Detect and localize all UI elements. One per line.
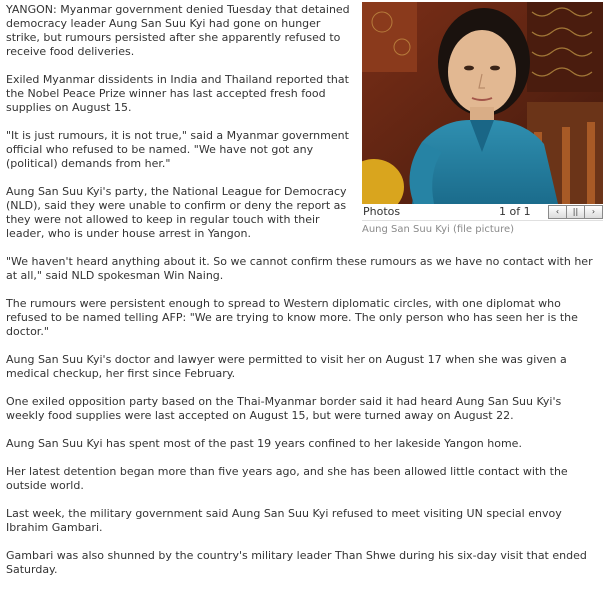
article-paragraph: "It is just rumours, it is not true," said a Myanmar government official who refused to be named. "We have not got any (political) demands from her." <box>6 129 349 170</box>
article-photo[interactable] <box>362 2 603 204</box>
next-photo-button[interactable] <box>584 205 603 219</box>
photo-caption: Aung San Suu Kyi (file picture) <box>362 224 515 235</box>
pause-slideshow-button[interactable] <box>566 205 585 219</box>
photo-widget <box>362 2 603 237</box>
article-body <box>6 3 603 591</box>
photos-label: Photos <box>363 205 401 218</box>
pause-icon: || <box>572 207 579 216</box>
article-paragraph: The rumours were persistent enough to spread to Western diplomatic circles, with one diplomat who refused to be named telling AFP: "We are trying to know more. The only person who has seen her is the doctor." <box>6 297 578 338</box>
article-paragraph: One exiled opposition party based on the Thai-Myanmar border said it had heard Aung San Suu Kyi's weekly food supplies were last accepted on August 15, but were turned away on August 22. <box>6 395 562 422</box>
chevron-left-icon: ‹ <box>555 207 560 216</box>
chevron-right-icon: › <box>591 207 596 216</box>
gallery-controls <box>549 205 603 219</box>
article-paragraph: YANGON: Myanmar government denied Tuesday that detained democracy leader Aung San Suu Kyi had gone on hunger strike, but rumours persisted after she apparently refused to receive food deliveries. <box>6 3 350 58</box>
photo-gallery-bar <box>362 204 603 221</box>
article-paragraph: Exiled Myanmar dissidents in India and Thailand reported that the Nobel Peace Prize winner has last accepted fresh food supplies on August 15. <box>6 73 349 114</box>
photo-counter: 1 of 1 <box>499 205 531 218</box>
portrait-image <box>362 2 603 204</box>
article-paragraph: Aung San Suu Kyi's party, the National League for Democracy (NLD), said they were unable to confirm or deny the report as they were not allowed to keep in regular touch with their leader, who is under house arrest in Yangon. <box>6 185 347 240</box>
article-paragraph: Last week, the military government said Aung San Suu Kyi refused to meet visiting UN special envoy Ibrahim Gambari. <box>6 507 562 534</box>
article-paragraph: Aung San Suu Kyi has spent most of the past 19 years confined to her lakeside Yangon home. <box>6 437 522 450</box>
article-paragraph: Aung San Suu Kyi's doctor and lawyer were permitted to visit her on August 17 when she was given a medical checkup, her first since February. <box>6 353 567 380</box>
article-paragraph: "We haven't heard anything about it. So we cannot confirm these rumours as we have no contact with her at all," said NLD spokesman Win Naing. <box>6 255 593 282</box>
previous-photo-button[interactable] <box>548 205 567 219</box>
article-paragraph: Gambari was also shunned by the country's military leader Than Shwe during his six-day visit that ended Saturday. <box>6 549 587 576</box>
article-paragraph: Her latest detention began more than five years ago, and she has been allowed little contact with the outside world. <box>6 465 568 492</box>
